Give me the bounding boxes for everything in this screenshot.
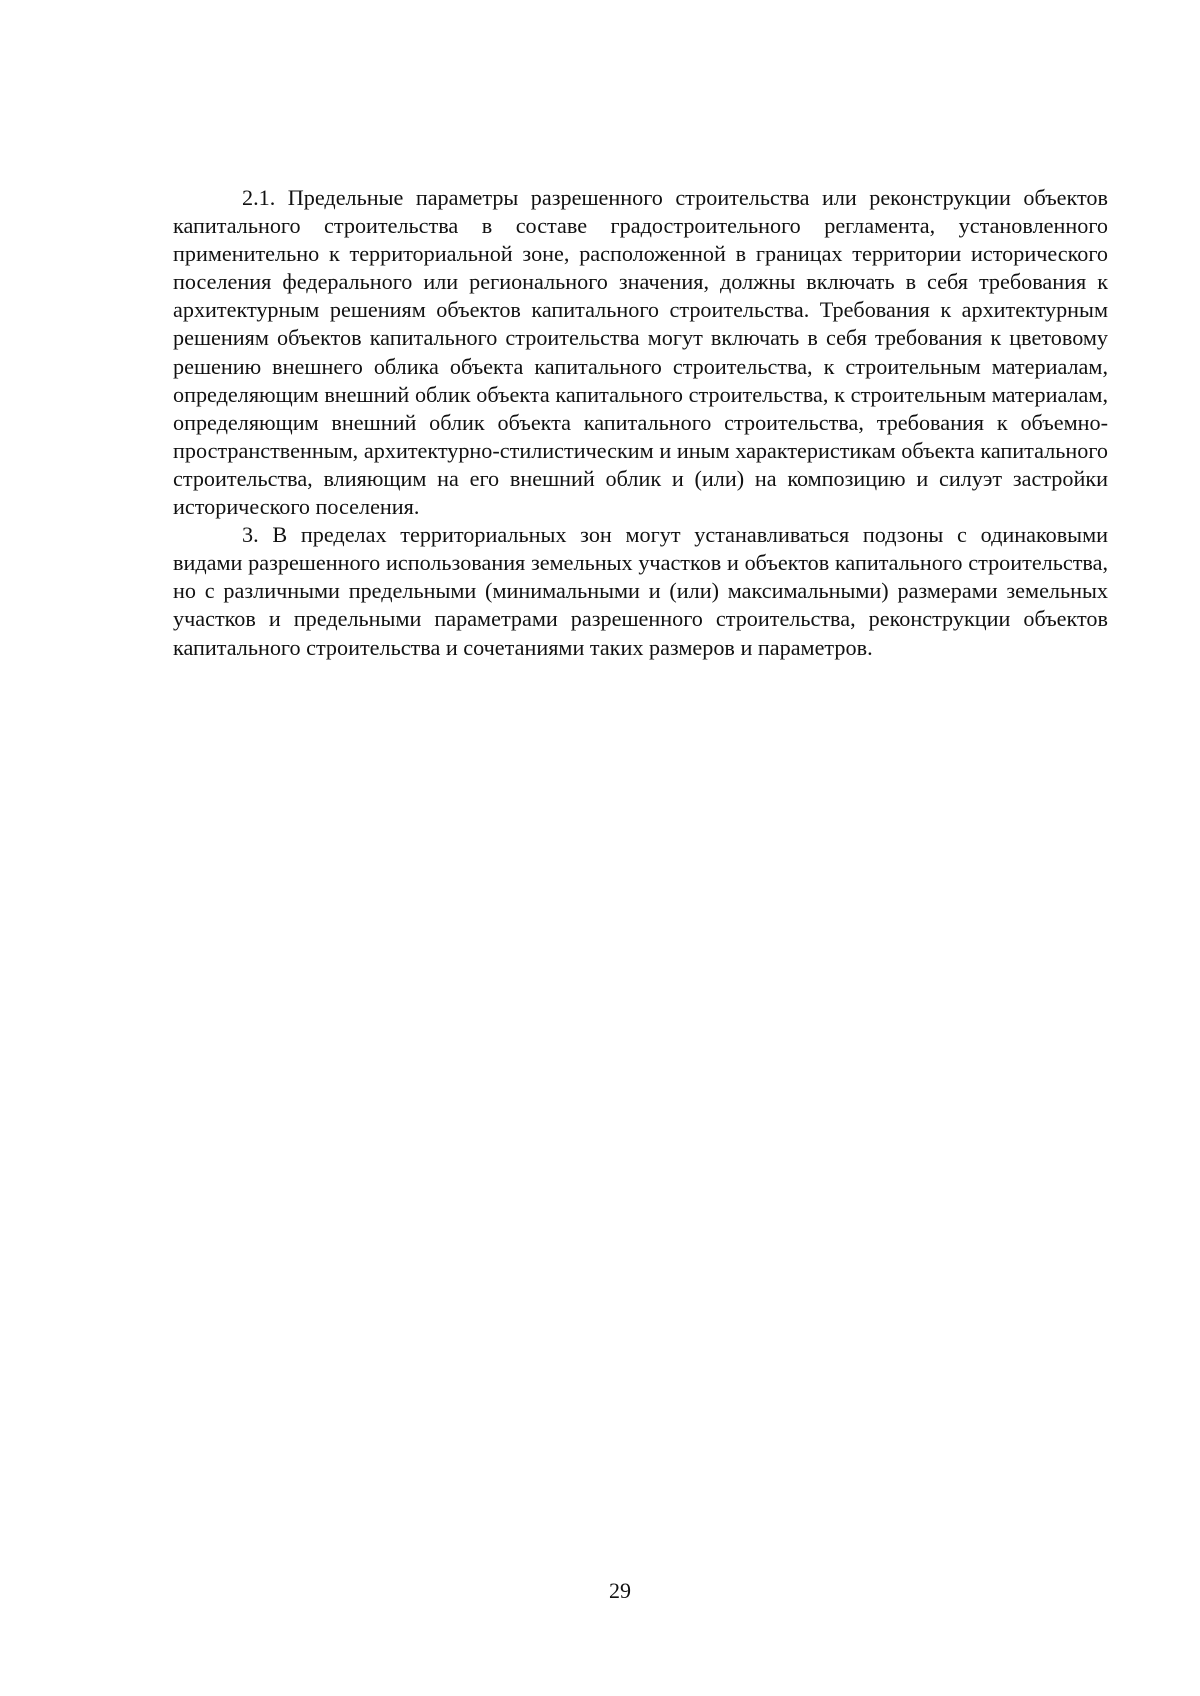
page-number: 29 [609, 1578, 631, 1603]
page-body [173, 184, 1108, 662]
paragraph-2-1: 2.1. Предельные параметры разрешенного строительства или реконструкции объектов капитального строительства в составе градостроительного регламента, установленного применительно к территориальной зоне, расположенной в границах территории исторического поселения федерального или регионального значения, должны включать в себя требования к архитектурным решениям объектов капитального строительства. Требования к архитектурным решениям объектов капитального строительства могут включать в себя требования к цветовому решению внешнего облика объекта капитального строительства, к строительным материалам, определяющим внешний облик объекта капитального строительства, к строительным материалам, определяющим внешний облик объекта капитального строительства, требования к объемно-пространственным, архитектурно-стилистическим и иным характеристикам объекта капитального строительства, влияющим на его внешний облик и (или) на композицию и силуэт застройки исторического поселения. [173, 185, 1108, 520]
paragraph-3: 3. В пределах территориальных зон могут устанавливаться подзоны с одинаковыми видами разрешенного использования земельных участков и объектов капитального строительства, но с различными предельными (минимальными и (или) максимальными) размерами земельных участков и предельными параметрами разрешенного строительства, реконструкции объектов капитального строительства и сочетаниями таких размеров и параметров. [173, 522, 1108, 660]
